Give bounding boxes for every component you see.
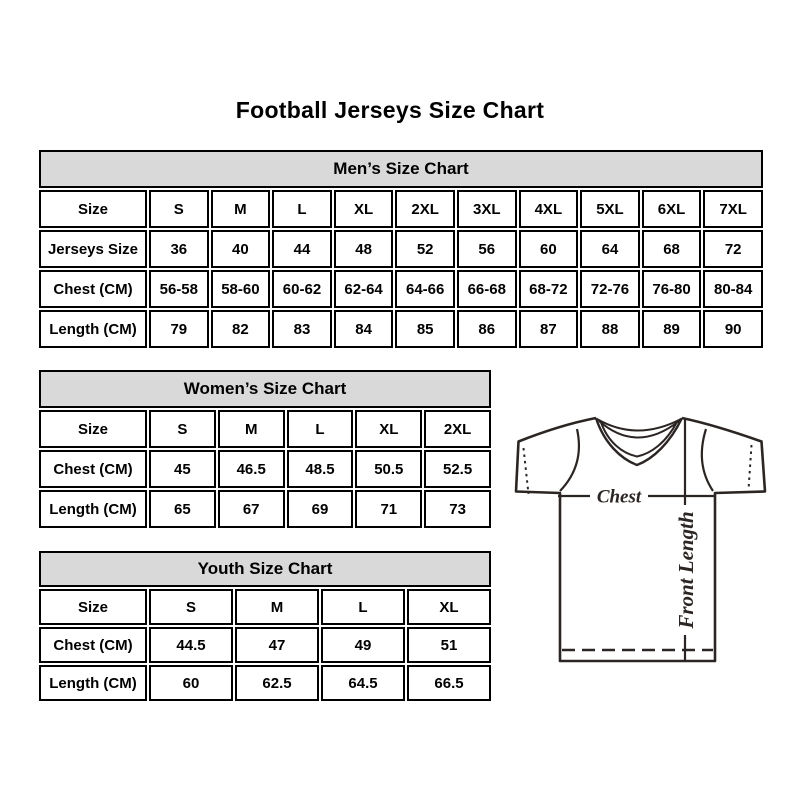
value-cell: M bbox=[218, 410, 285, 448]
table-title: Men’s Size Chart bbox=[39, 150, 763, 188]
value-cell: 72 bbox=[703, 230, 763, 268]
value-cell: 4XL bbox=[519, 190, 579, 228]
value-cell: 44 bbox=[272, 230, 332, 268]
row-label: Length (CM) bbox=[39, 490, 147, 528]
value-cell: 52.5 bbox=[424, 450, 491, 488]
front-length-label: Front Length bbox=[674, 511, 698, 629]
value-cell: 64 bbox=[580, 230, 640, 268]
value-cell: 73 bbox=[424, 490, 491, 528]
value-cell: 49 bbox=[321, 627, 405, 663]
value-cell: 88 bbox=[580, 310, 640, 348]
row-label: Length (CM) bbox=[39, 665, 147, 701]
value-cell: 60 bbox=[149, 665, 233, 701]
value-cell: 71 bbox=[355, 490, 422, 528]
row-label: Size bbox=[39, 589, 147, 625]
value-cell: XL bbox=[407, 589, 491, 625]
value-cell: 84 bbox=[334, 310, 394, 348]
value-cell: 58-60 bbox=[211, 270, 271, 308]
value-cell: 64.5 bbox=[321, 665, 405, 701]
table-row bbox=[39, 410, 491, 448]
table-row bbox=[39, 230, 763, 268]
value-cell: 5XL bbox=[580, 190, 640, 228]
table-row bbox=[39, 450, 491, 488]
value-cell: 68 bbox=[642, 230, 702, 268]
row-label: Length (CM) bbox=[39, 310, 147, 348]
value-cell: 48 bbox=[334, 230, 394, 268]
row-label: Size bbox=[39, 410, 147, 448]
value-cell: S bbox=[149, 190, 209, 228]
value-cell: M bbox=[211, 190, 271, 228]
value-cell: 89 bbox=[642, 310, 702, 348]
value-cell: 90 bbox=[703, 310, 763, 348]
value-cell: 67 bbox=[218, 490, 285, 528]
value-cell: 48.5 bbox=[287, 450, 354, 488]
value-cell: 62.5 bbox=[235, 665, 319, 701]
value-cell: 62-64 bbox=[334, 270, 394, 308]
value-cell: XL bbox=[334, 190, 394, 228]
value-cell: 82 bbox=[211, 310, 271, 348]
value-cell: 68-72 bbox=[519, 270, 579, 308]
value-cell: 69 bbox=[287, 490, 354, 528]
table-title: Women’s Size Chart bbox=[39, 370, 491, 408]
table-row bbox=[39, 310, 763, 348]
jersey-measurement-diagram bbox=[500, 403, 775, 678]
value-cell: 7XL bbox=[703, 190, 763, 228]
value-cell: 87 bbox=[519, 310, 579, 348]
value-cell: M bbox=[235, 589, 319, 625]
value-cell: S bbox=[149, 410, 216, 448]
value-cell: 50.5 bbox=[355, 450, 422, 488]
value-cell: L bbox=[287, 410, 354, 448]
value-cell: 2XL bbox=[424, 410, 491, 448]
value-cell: 85 bbox=[395, 310, 455, 348]
table-row bbox=[39, 589, 491, 625]
value-cell: 40 bbox=[211, 230, 271, 268]
table-row bbox=[39, 190, 763, 228]
value-cell: 36 bbox=[149, 230, 209, 268]
value-cell: 45 bbox=[149, 450, 216, 488]
value-cell: 80-84 bbox=[703, 270, 763, 308]
value-cell: 72-76 bbox=[580, 270, 640, 308]
row-label: Size bbox=[39, 190, 147, 228]
value-cell: 3XL bbox=[457, 190, 517, 228]
womens-size-chart-table bbox=[37, 368, 493, 530]
value-cell: 79 bbox=[149, 310, 209, 348]
value-cell: 86 bbox=[457, 310, 517, 348]
value-cell: 60 bbox=[519, 230, 579, 268]
value-cell: 60-62 bbox=[272, 270, 332, 308]
row-label: Jerseys Size bbox=[39, 230, 147, 268]
womens-size-chart-section bbox=[37, 368, 493, 530]
value-cell: 47 bbox=[235, 627, 319, 663]
page-title: Football Jerseys Size Chart bbox=[235, 97, 545, 123]
row-label: Chest (CM) bbox=[39, 450, 147, 488]
value-cell: 56-58 bbox=[149, 270, 209, 308]
value-cell: L bbox=[321, 589, 405, 625]
row-label: Chest (CM) bbox=[39, 270, 147, 308]
value-cell: 76-80 bbox=[642, 270, 702, 308]
value-cell: 56 bbox=[457, 230, 517, 268]
value-cell: 46.5 bbox=[218, 450, 285, 488]
table-row bbox=[39, 665, 491, 701]
mens-size-chart-table bbox=[37, 148, 765, 350]
table-row bbox=[39, 627, 491, 663]
value-cell: 83 bbox=[272, 310, 332, 348]
mens-size-chart-section bbox=[37, 148, 765, 350]
value-cell: XL bbox=[355, 410, 422, 448]
chest-label: Chest bbox=[596, 486, 642, 508]
value-cell: 64-66 bbox=[395, 270, 455, 308]
value-cell: 52 bbox=[395, 230, 455, 268]
value-cell: L bbox=[272, 190, 332, 228]
jersey-outline bbox=[516, 418, 765, 661]
value-cell: 65 bbox=[149, 490, 216, 528]
youth-size-chart-table bbox=[37, 549, 493, 703]
value-cell: S bbox=[149, 589, 233, 625]
value-cell: 2XL bbox=[395, 190, 455, 228]
value-cell: 66.5 bbox=[407, 665, 491, 701]
value-cell: 51 bbox=[407, 627, 491, 663]
value-cell: 6XL bbox=[642, 190, 702, 228]
table-title: Youth Size Chart bbox=[39, 551, 491, 587]
row-label: Chest (CM) bbox=[39, 627, 147, 663]
youth-size-chart-section bbox=[37, 549, 493, 703]
value-cell: 66-68 bbox=[457, 270, 517, 308]
table-row bbox=[39, 490, 491, 528]
value-cell: 44.5 bbox=[149, 627, 233, 663]
table-row bbox=[39, 270, 763, 308]
